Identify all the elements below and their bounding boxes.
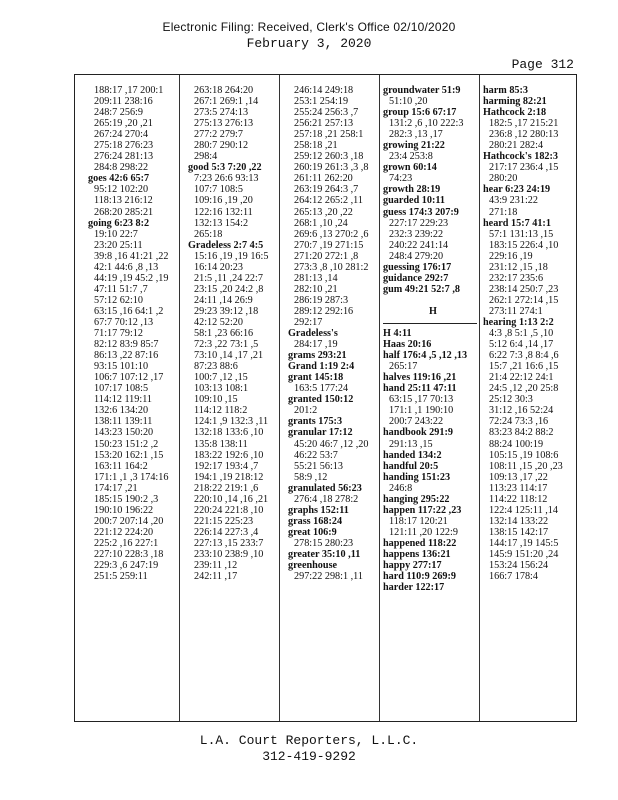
index-entry-word: harder 122:17	[383, 582, 445, 594]
index-entry-refs: 221:12 224:20	[94, 526, 154, 538]
index-entry-word: hand 25:11 47:11	[383, 383, 457, 395]
index-entry-refs: 248:4 279:20	[389, 250, 444, 262]
index-entry-refs: 261:11 262:20	[294, 173, 353, 185]
index-entry-refs: 105:15 ,19 108:6	[489, 449, 559, 461]
index-entry-refs: 72:24 73:3 ,16	[489, 416, 549, 428]
index-entry-refs: 15:16 ,19 ,19 16:5	[194, 250, 269, 262]
index-entry-refs: 200:7 243:22	[389, 416, 444, 428]
index-entry-refs: 253:1 254:19	[294, 96, 349, 108]
index-entry-refs: 82:12 83:9 85:7	[94, 339, 159, 351]
index-entry-refs: 95:12 102:20	[94, 184, 149, 196]
index-entry-word: Hathcock 2:18	[483, 107, 547, 119]
index-column-5	[483, 85, 583, 721]
index-entry-refs: 267:1 269:1 ,14	[194, 96, 259, 108]
index-entry-refs: 4:3 ,8 5:1 ,5 ,10	[489, 328, 554, 340]
index-entry-word: H 4:11	[383, 328, 412, 340]
index-entry-refs: 73:10 ,14 ,17 ,21	[194, 350, 264, 362]
index-entry-refs: 171:1 ,1 ,3 174:16	[94, 471, 169, 483]
index-entry-refs: 248:7 256:9	[94, 107, 143, 119]
index-entry-refs: 132:13 154:2	[194, 217, 249, 229]
index-entry-refs: 21:4 22:12 24:1	[489, 372, 554, 384]
index-entry-word: Haas 20:16	[383, 339, 432, 351]
index-entry-word: grams 293:21	[288, 350, 347, 362]
index-entry-refs: 5:12 6:4 ,14 ,17	[489, 339, 554, 351]
index-entry-word: graphs 152:11	[288, 504, 349, 516]
index-entry-word: hanging 295:22	[383, 493, 450, 505]
index-entry-refs: 57:12 62:10	[94, 294, 143, 306]
index-entry-word: hearing 1:13 2:2	[483, 316, 554, 328]
index-entry-refs: 263:19 264:3 ,7	[294, 184, 359, 196]
index-entry-refs: 282:3 ,13 ,17	[389, 129, 443, 141]
index-entry-refs: 278:15 280:23	[294, 537, 354, 549]
index-entry-refs: 87:23 88:6	[194, 361, 238, 373]
index-entry-refs: 269:6 ,13 270:2 ,6	[294, 228, 369, 240]
index-entry-refs: 229:3 ,6 247:19	[94, 560, 159, 572]
index-entry-refs: 220:24 221:8 ,10	[194, 504, 264, 516]
index-entry-refs: 256:21 257:13	[294, 118, 354, 130]
index-entry-word: heard 15:7 41:1	[483, 217, 551, 229]
index-entry-word: happen 117:22 ,23	[383, 504, 462, 516]
index-entry-word: grown 60:14	[383, 162, 437, 174]
index-entry-refs: 58:1 ,23 66:16	[194, 328, 254, 340]
index-entry-refs: 183:15 226:4 ,10	[489, 239, 559, 251]
index-entry-refs: 275:18 276:23	[94, 140, 154, 152]
index-entry-refs: 246:8	[389, 482, 413, 494]
index-entry-word: granulated 56:23	[288, 482, 362, 494]
index-entry-word: Gradeless's	[288, 328, 338, 340]
index-entry-refs: 255:24 256:3 ,7	[294, 107, 359, 119]
index-entry-word: great 106:9	[288, 526, 337, 538]
index-entry-refs: 138:11 139:11	[94, 416, 153, 428]
index-entry-refs: 43:9 231:22	[489, 195, 538, 207]
index-entry-refs: 185:15 190:2 ,3	[94, 493, 159, 505]
index-entry-word: half 176:4 ,5 ,12 ,13	[383, 350, 468, 362]
index-entry-refs: 265:19 ,20 ,21	[94, 118, 153, 130]
index-entry-refs: 114:12 119:11	[94, 394, 153, 406]
index-entry-word: grants 175:3	[288, 416, 343, 428]
index-entry-refs: 63:15 ,17 70:13	[389, 394, 454, 406]
index-entry-refs: 258:18 ,21	[294, 140, 338, 152]
index-entry-refs: 297:22 298:1 ,11	[294, 571, 363, 583]
index-entry-refs: 276:24 281:13	[94, 151, 154, 163]
index-entry-refs: 23:15 ,20 24:2 ,8	[194, 283, 264, 295]
index-entry-word: happened 118:22	[383, 537, 457, 549]
index-entry-refs: 291:13 ,15	[389, 438, 433, 450]
index-entry-refs: 88:24 100:19	[489, 438, 544, 450]
index-entry-word: Gradeless 2:7 4:5	[188, 239, 264, 251]
index-entry-refs: 150:23 151:2 ,2	[94, 438, 159, 450]
index-entry-refs: 72:3 ,22 73:1 ,5	[194, 339, 259, 351]
column-divider	[279, 75, 280, 721]
index-entry-refs: 233:10 238:9 ,10	[194, 548, 264, 560]
index-entry-refs: 42:12 52:20	[194, 316, 243, 328]
index-entry-word: harm 85:3	[483, 85, 528, 96]
index-entry-refs: 107:17 108:5	[94, 383, 149, 395]
index-entry-refs: 122:4 125:11 ,14	[489, 504, 558, 516]
index-column-3	[288, 85, 388, 721]
index-entry-refs: 31:12 ,16 52:24	[489, 405, 554, 417]
index-entry-word: guidance 292:7	[383, 272, 449, 284]
index-entry-word: handful 20:5	[383, 460, 439, 472]
index-entry-refs: 284:8 298:22	[94, 162, 149, 174]
index-entry-refs: 292:17	[294, 316, 323, 328]
index-entry-refs: 109:13 ,17 ,22	[489, 471, 548, 483]
index-entry-refs: 93:15 101:10	[94, 361, 149, 373]
index-entry-refs: 113:23 114:17	[489, 482, 548, 494]
index-entry-word: guarded 10:11	[383, 195, 445, 207]
index-entry-refs: 166:7 178:4	[489, 571, 538, 583]
index-entry-refs: 171:1 ,1 190:10	[389, 405, 454, 417]
index-column-1	[88, 85, 188, 721]
index-entry-refs: 24:5 ,12 ,20 25:8	[489, 383, 559, 395]
index-entry-refs: 262:1 272:14 ,15	[489, 294, 559, 306]
index-entry-refs: 51:10 ,20	[389, 96, 428, 108]
index-entry-refs: 57:1 131:13 ,15	[489, 228, 554, 240]
index-entry-refs: 67:7 70:12 ,13	[94, 316, 154, 328]
index-entry-refs: 106:7 107:12 ,17	[94, 372, 164, 384]
index-entry-word: granular 17:12	[288, 427, 353, 439]
index-column-2	[188, 85, 288, 721]
index-entry-refs: 284:17 ,19	[294, 339, 338, 351]
section-letter: H	[429, 305, 437, 317]
index-entry-refs: 121:11 ,20 122:9	[389, 526, 458, 538]
index-entry-refs: 286:19 287:3	[294, 294, 349, 306]
index-entry-refs: 192:17 193:4 ,7	[194, 460, 259, 472]
index-entry-word: group 15:6 67:17	[383, 107, 457, 119]
index-entry-refs: 15:7 ,21 16:6 ,15	[489, 361, 559, 373]
index-entry-refs: 58:9 ,12	[294, 471, 328, 483]
section-rule	[383, 317, 483, 328]
index-entry-word: grass 168:24	[288, 515, 343, 527]
index-entry-refs: 280:21 282:4	[489, 140, 544, 152]
index-entry-refs: 114:22 118:12	[489, 493, 548, 505]
index-entry-refs: 265:18	[194, 228, 223, 240]
index-entry-refs: 25:12 30:3	[489, 394, 533, 406]
index-entry-refs: 131:2 ,6 ,10 222:3	[389, 118, 464, 130]
index-entry-refs: 239:11 ,12	[194, 560, 238, 572]
index-entry-refs: 229:16 ,19	[489, 250, 533, 262]
index-entry-word: hard 110:9 269:9	[383, 571, 457, 583]
column-divider	[479, 75, 480, 721]
index-entry-refs: 122:16 132:11	[194, 206, 253, 218]
index-entry-word: greater 35:10 ,11	[288, 548, 361, 560]
index-entry-refs: 240:22 241:14	[389, 239, 449, 251]
index-entry-refs: 42:1 44:6 ,8 ,13	[94, 261, 159, 273]
index-entry-refs: 277:2 279:7	[194, 129, 243, 141]
index-entry-refs: 103:13 108:1	[194, 383, 249, 395]
index-entry-word: groundwater 51:9	[383, 85, 461, 96]
index-entry-refs: 21:5 ,11 ,24 22:7	[194, 272, 263, 284]
index-entry-refs: 227:10 228:3 ,18	[94, 548, 164, 560]
index-entry-refs: 221:15 225:23	[194, 515, 254, 527]
index-entry-refs: 118:13 216:12	[94, 195, 153, 207]
index-entry-refs: 218:22 219:1 ,6	[194, 482, 259, 494]
index-entry-refs: 132:14 133:22	[489, 515, 549, 527]
index-entry-refs: 190:10 196:22	[94, 504, 154, 516]
index-entry-refs: 227:13 ,15 233:7	[194, 537, 264, 549]
index-entry-refs: 273:11 274:1	[489, 305, 543, 317]
index-entry-refs: 63:15 ,16 64:1 ,2	[94, 305, 164, 317]
transcript-date: February 3, 2020	[246, 36, 372, 51]
index-entry-refs: 153:20 162:1 ,15	[94, 449, 164, 461]
index-entry-refs: 19:10 22:7	[94, 228, 138, 240]
index-entry-refs: 163:5 177:24	[294, 383, 349, 395]
index-entry-refs: 201:2	[294, 405, 318, 417]
index-entry-word: growing 21:22	[383, 140, 445, 152]
index-entry-refs: 251:5 259:11	[94, 571, 148, 583]
index-entry-refs: 132:18 133:6 ,10	[194, 427, 264, 439]
index-entry-refs: 23:4 253:8	[389, 151, 433, 163]
index-entry-refs: 267:24 270:4	[94, 129, 149, 141]
index-entry-word: greenhouse	[288, 560, 338, 572]
spacer	[383, 295, 483, 306]
index-entry-refs: 275:13 276:13	[194, 118, 254, 130]
index-entry-refs: 109:10 ,15	[194, 394, 238, 406]
index-entry-refs: 271:20 272:1 ,8	[294, 250, 359, 262]
index-entry-refs: 265:13 ,20 ,22	[294, 206, 353, 218]
index-entry-refs: 209:11 238:16	[94, 96, 153, 108]
index-entry-refs: 271:18	[489, 206, 518, 218]
index-entry-refs: 86:13 ,22 87:16	[94, 350, 159, 362]
index-entry-refs: 259:12 260:3 ,18	[294, 151, 364, 163]
index-entry-refs: 6:22 7:3 ,8 8:4 ,6	[489, 350, 559, 362]
index-entry-refs: 232:17 235:6	[489, 272, 544, 284]
index-entry-word: growth 28:19	[383, 184, 441, 196]
court-reporter-phone: 312-419-9292	[262, 749, 356, 764]
index-entry-refs: 270:7 ,19 271:15	[294, 239, 364, 251]
index-entry-refs: 257:18 ,21 258:1	[294, 129, 364, 141]
index-entry-refs: 124:1 ,9 132:3 ,11	[194, 416, 269, 428]
index-entry-refs: 71:17 79:12	[94, 328, 143, 340]
index-entry-refs: 174:17 ,21	[94, 482, 138, 494]
column-divider	[179, 75, 180, 721]
index-entry-refs: 232:3 239:22	[389, 228, 444, 240]
index-entry-refs: 109:16 ,19 ,20	[194, 195, 253, 207]
index-entry-refs: 289:12 292:16	[294, 305, 354, 317]
index-entry-refs: 132:6 134:20	[94, 405, 149, 417]
index-entry-refs: 282:10 ,21	[294, 283, 338, 295]
index-entry-refs: 217:17 236:4 ,15	[489, 162, 559, 174]
index-entry-refs: 280:7 290:12	[194, 140, 249, 152]
index-entry-refs: 236:8 ,12 280:13	[489, 129, 559, 141]
index-entry-refs: 108:11 ,15 ,20 ,23	[489, 460, 563, 472]
index-entry-refs: 29:23 39:12 ,18	[194, 305, 259, 317]
word-index-box	[74, 74, 577, 722]
index-entry-refs: 24:11 ,14 26:9	[194, 294, 253, 306]
index-entry-word: grant 145:18	[288, 372, 344, 384]
index-entry-refs: 7:23 26:6 93:13	[194, 173, 259, 185]
index-entry-refs: 194:1 ,19 218:12	[194, 471, 264, 483]
index-entry-refs: 273:3 ,8 ,10 281:2	[294, 261, 369, 273]
index-entry-word: harming 82:21	[483, 96, 547, 108]
index-entry-refs: 46:22 53:7	[294, 449, 338, 461]
index-entry-refs: 144:17 ,19 145:5	[489, 537, 559, 549]
index-entry-word: Grand 1:19 2:4	[288, 361, 355, 373]
index-entry-refs: 143:23 150:20	[94, 427, 154, 439]
index-entry-word: granted 150:12	[288, 394, 354, 406]
index-entry-refs: 264:12 265:2 ,11	[294, 195, 363, 207]
index-entry-refs: 220:10 ,14 ,16 ,21	[194, 493, 269, 505]
index-entry-refs: 145:9 151:20 ,24	[489, 548, 559, 560]
index-entry-refs: 135:8 138:11	[194, 438, 248, 450]
index-entry-word: happy 277:17	[383, 560, 442, 572]
court-reporter-name: L.A. Court Reporters, L.L.C.	[199, 733, 419, 748]
index-entry-word: happens 136:21	[383, 548, 451, 560]
index-entry-word: handing 151:23	[383, 471, 451, 483]
index-entry-refs: 16:14 20:23	[194, 261, 243, 273]
index-entry-word: good 5:3 7:20 ,22	[188, 162, 262, 174]
index-entry-refs: 44:19 ,19 45:2 ,19	[94, 272, 169, 284]
index-entry-refs: 47:11 51:7 ,7	[94, 283, 148, 295]
index-entry-refs: 268:1 ,10 ,24	[294, 217, 348, 229]
index-entry-refs: 182:5 ,17 215:21	[489, 118, 559, 130]
index-entry-refs: 265:17	[389, 361, 418, 373]
index-entry-refs: 260:19 261:3 ,3 ,8	[294, 162, 369, 174]
index-entry-refs: 246:14 249:18	[294, 85, 354, 96]
index-entry-refs: 226:14 227:3 ,4	[194, 526, 259, 538]
index-entry-refs: 188:17 ,17 200:1	[94, 85, 164, 96]
page-number: Page 312	[511, 57, 574, 72]
index-entry-refs: 200:7 207:14 ,20	[94, 515, 164, 527]
index-entry-refs: 45:20 46:7 ,12 ,20	[294, 438, 369, 450]
index-entry-word: going 6:23 8:2	[88, 217, 150, 229]
index-entry-refs: 231:12 ,15 ,18	[489, 261, 548, 273]
index-entry-refs: 242:11 ,17	[194, 571, 238, 583]
index-entry-refs: 273:5 274:13	[194, 107, 249, 119]
index-entry-refs: 268:20 285:21	[94, 206, 154, 218]
index-column-4	[383, 85, 483, 721]
index-entry-word: handbook 291:9	[383, 427, 453, 439]
index-entry-refs: 225:2 ,16 227:1	[94, 537, 159, 549]
index-entry-refs: 23:20 25:11	[94, 239, 143, 251]
column-divider	[379, 75, 380, 721]
index-entry-refs: 74:23	[389, 173, 413, 185]
index-entry-refs: 39:8 ,16 41:21 ,22	[94, 250, 169, 262]
index-entry-refs: 55:21 56:13	[294, 460, 343, 472]
index-entry-refs: 281:13 ,14	[294, 272, 338, 284]
index-entry-refs: 118:17 120:21	[389, 515, 448, 527]
index-entry-word: guess 174:3 207:9	[383, 206, 459, 218]
index-entry-refs: 280:20	[489, 173, 518, 185]
index-entry-refs: 276:4 ,18 278:2	[294, 493, 359, 505]
index-entry-word: gum 49:21 52:7 ,8	[383, 283, 460, 295]
index-entry-refs: 238:14 250:7 ,23	[489, 283, 559, 295]
index-entry-word: hear 6:23 24:19	[483, 184, 551, 196]
index-entry-refs: 227:17 229:23	[389, 217, 449, 229]
index-entry-refs: 298:4	[194, 151, 218, 163]
index-entry-refs: 183:22 192:6 ,10	[194, 449, 264, 461]
index-entry-refs: 100:7 ,12 ,15	[194, 372, 248, 384]
index-entry-refs: 138:15 142:17	[489, 526, 549, 538]
index-entry-refs: 114:12 118:2	[194, 405, 248, 417]
index-entry-word: Hathcock's 182:3	[483, 151, 558, 163]
index-entry-word: halves 119:16 ,21	[383, 372, 457, 384]
index-entry-refs: 107:7 108:5	[194, 184, 243, 196]
index-entry-refs: 83:23 84:2 88:2	[489, 427, 554, 439]
index-entry-refs: 263:18 264:20	[194, 85, 254, 96]
index-entry-word: guessing 176:17	[383, 261, 452, 273]
index-entry-refs: 153:24 156:24	[489, 560, 549, 572]
efiling-stamp: Electronic Filing: Received, Clerk's Office 02/10/2020	[162, 20, 456, 34]
index-entry-word: handed 134:2	[383, 449, 442, 461]
index-entry-refs: 163:11 164:2	[94, 460, 148, 472]
index-entry-word: goes 42:6 65:7	[88, 173, 150, 185]
